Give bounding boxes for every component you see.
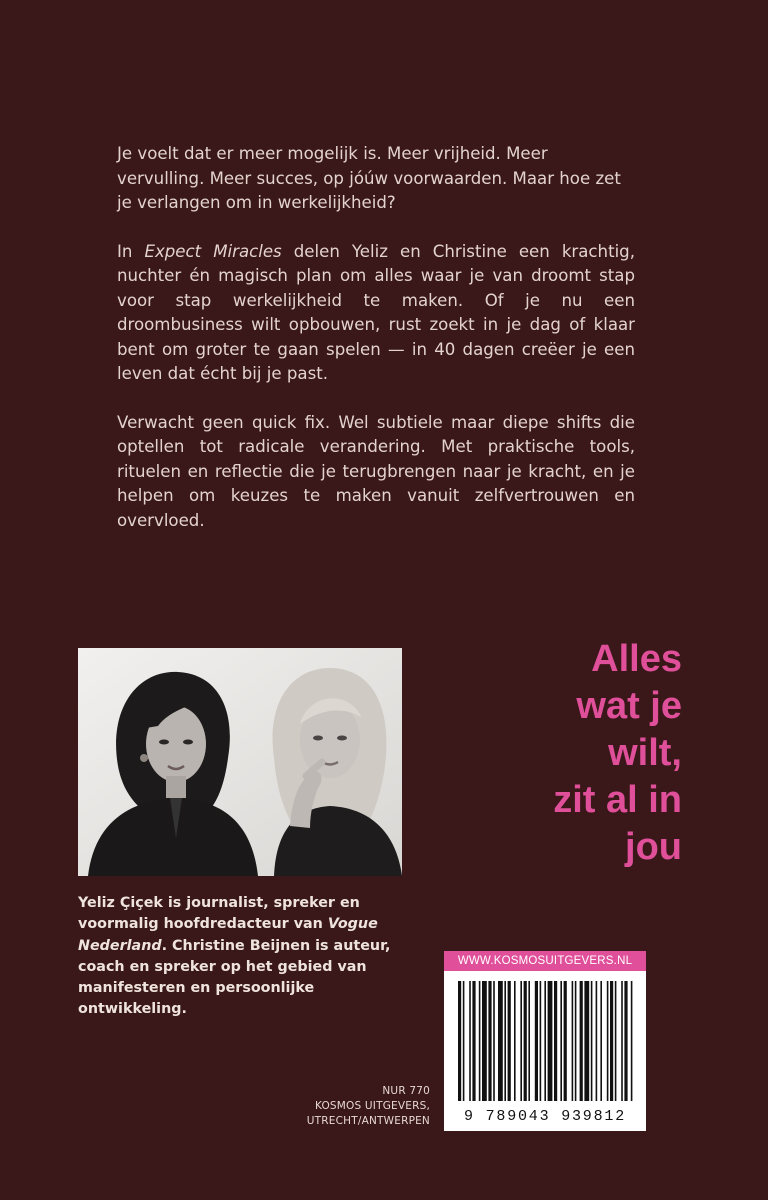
blurb-p2-rest: delen Yeliz en Christine een krachtig, nuchter én magisch plan om alles waar je van droomt stap voor stap werkelijkheid te maken. Of je nu een droombusiness wilt opbouwen, rust zoekt in je dag of klaar bent om groter te gaan spelen — in 40 dagen creëer je een leven dat écht bij je past. xyxy=(117,241,635,383)
nur-code: NUR 770 xyxy=(382,1085,430,1097)
author-photo xyxy=(78,648,402,876)
bio-part-2: . Christine Beijnen is auteur, coach en spreker op het gebied van manifesteren en persoonlijke ontwikkeling. xyxy=(78,937,391,1018)
publisher-url[interactable]: WWW.KOSMOSUITGEVERS.NL xyxy=(444,951,646,971)
bio-part-1: Yeliz Çiçek is journalist, spreker en voormalig hoofdredacteur van xyxy=(78,895,360,933)
tagline-line-1: Alles xyxy=(591,638,682,680)
tagline-line-5: jou xyxy=(625,826,682,868)
barcode xyxy=(444,971,646,1131)
author-bio xyxy=(78,893,423,1021)
blurb-paragraph-3: Verwacht geen quick fix. Wel subtiele maar diepe shifts die optellen tot radicale verandering. Met praktische tools, rituelen en reflectie die je terugbrengen naar je kracht, en je helpen om keuzes te maken vanuit zelfvertrouwen en overvloed. xyxy=(117,412,635,530)
tagline xyxy=(430,636,682,871)
tagline-line-4: zit al in xyxy=(553,779,682,821)
publisher-info xyxy=(240,1084,430,1129)
blurb-p2-prefix: In xyxy=(117,241,145,261)
tagline-line-3: wilt, xyxy=(608,732,682,774)
publisher-name: KOSMOS UITGEVERS, xyxy=(314,1100,430,1112)
blurb-paragraph-1: Je voelt dat er meer mogelijk is. Meer vrijheid. Meer vervulling. Meer succes, op jóúw voorwaarden. Maar hoe zet je verlangen om in werkelijkheid? xyxy=(117,144,621,212)
book-title: Expect Miracles xyxy=(144,241,282,261)
author-photo-illustration xyxy=(78,648,402,876)
publisher-city: UTRECHT/ANTWERPEN xyxy=(306,1115,430,1127)
isbn-number: 9 789043 939812 xyxy=(463,1108,627,1125)
blurb-paragraph-2 xyxy=(117,240,635,387)
magazine-name: Vogue Nederland xyxy=(78,916,378,954)
tagline-line-2: wat je xyxy=(576,685,682,727)
back-cover-blurb xyxy=(117,142,635,557)
barcode-bars xyxy=(444,971,646,1131)
